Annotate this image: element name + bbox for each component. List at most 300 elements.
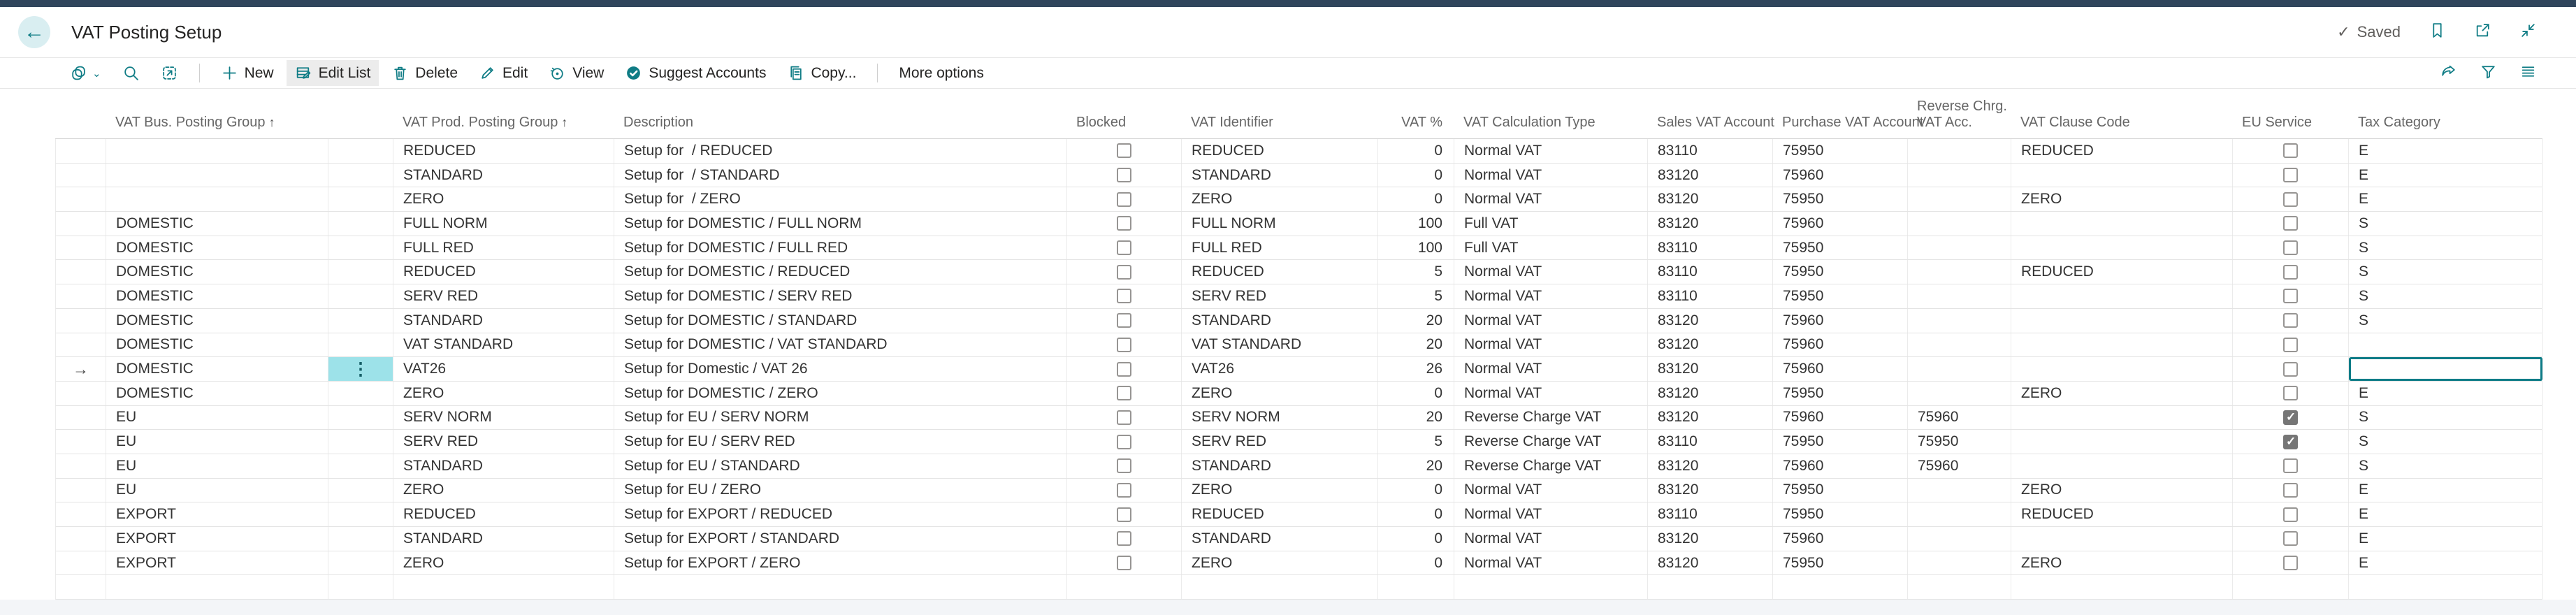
cell-ident[interactable]: ZERO xyxy=(1182,479,1378,502)
cell-blocked[interactable] xyxy=(1067,430,1182,454)
cell-blocked[interactable] xyxy=(1067,260,1182,284)
column-header-pct[interactable]: VAT % xyxy=(1401,115,1442,131)
cell-bus[interactable]: EXPORT xyxy=(106,551,328,575)
cell-eu[interactable] xyxy=(2233,382,2349,405)
cell-bus[interactable] xyxy=(106,187,328,211)
edit-list-button[interactable] xyxy=(287,60,379,86)
cell-clause[interactable] xyxy=(2011,527,2233,551)
cell-clause[interactable] xyxy=(2011,212,2233,236)
cell-calc[interactable]: Normal VAT xyxy=(1454,164,1648,187)
cell-tax[interactable]: E xyxy=(2349,164,2543,187)
cell-blocked[interactable] xyxy=(1067,575,1182,599)
cell-desc[interactable]: Setup for / REDUCED xyxy=(614,139,1067,163)
cell-bus[interactable]: DOMESTIC xyxy=(106,357,328,381)
column-header-calc[interactable]: VAT Calculation Type xyxy=(1463,115,1595,131)
cell-calc[interactable]: Normal VAT xyxy=(1454,357,1648,381)
cell-bus[interactable]: EXPORT xyxy=(106,502,328,526)
cell-clause[interactable] xyxy=(2011,575,2233,599)
cell-eu[interactable] xyxy=(2233,406,2349,430)
cell-calc[interactable]: Normal VAT xyxy=(1454,382,1648,405)
blocked-checkbox[interactable] xyxy=(1117,531,1131,546)
cell-calc[interactable]: Full VAT xyxy=(1454,236,1648,260)
cell-tax[interactable]: E xyxy=(2349,382,2543,405)
cell-ident[interactable]: VAT26 xyxy=(1182,357,1378,381)
cell-desc[interactable]: Setup for DOMESTIC / REDUCED xyxy=(614,260,1067,284)
cell-prod[interactable]: SERV RED xyxy=(393,284,614,308)
cell-purch[interactable] xyxy=(1773,575,1908,599)
cell-blocked[interactable] xyxy=(1067,139,1182,163)
cell-selector[interactable] xyxy=(56,551,106,575)
blocked-checkbox[interactable] xyxy=(1117,168,1131,182)
cell-sales[interactable]: 83120 xyxy=(1648,212,1773,236)
cell-pct[interactable]: 5 xyxy=(1378,284,1454,308)
blocked-checkbox[interactable] xyxy=(1117,458,1131,473)
blocked-checkbox[interactable] xyxy=(1117,143,1131,158)
cell-menu[interactable] xyxy=(328,309,393,333)
cell-bus[interactable]: DOMESTIC xyxy=(106,260,328,284)
eu-checkbox[interactable] xyxy=(2283,458,2298,473)
cell-rev[interactable] xyxy=(1908,139,2011,163)
blocked-checkbox[interactable] xyxy=(1117,313,1131,328)
eu-checkbox[interactable] xyxy=(2283,313,2298,328)
cell-sales[interactable]: 83120 xyxy=(1648,164,1773,187)
cell-menu[interactable] xyxy=(328,333,393,357)
cell-selector[interactable] xyxy=(56,260,106,284)
cell-rev[interactable]: 75960 xyxy=(1908,454,2011,478)
cell-prod[interactable]: STANDARD xyxy=(393,527,614,551)
more-options-button[interactable] xyxy=(890,61,992,86)
cell-eu[interactable] xyxy=(2233,212,2349,236)
cell-selector[interactable] xyxy=(56,212,106,236)
copy-button[interactable] xyxy=(779,60,864,86)
cell-pct[interactable]: 0 xyxy=(1378,382,1454,405)
blocked-checkbox[interactable] xyxy=(1117,435,1131,449)
table-row[interactable] xyxy=(55,357,2542,382)
cell-calc[interactable]: Normal VAT xyxy=(1454,479,1648,502)
open-in-new-window-icon[interactable] xyxy=(2474,22,2491,43)
cell-tax[interactable]: S xyxy=(2349,406,2543,430)
cell-sales[interactable]: 83120 xyxy=(1648,357,1773,381)
cell-menu[interactable] xyxy=(328,139,393,163)
cell-bus[interactable]: DOMESTIC xyxy=(106,212,328,236)
cell-rev[interactable] xyxy=(1908,187,2011,211)
cell-tax[interactable]: E xyxy=(2349,551,2543,575)
cell-blocked[interactable] xyxy=(1067,382,1182,405)
cell-ident[interactable]: REDUCED xyxy=(1182,502,1378,526)
cell-pct[interactable]: 26 xyxy=(1378,357,1454,381)
cell-eu[interactable] xyxy=(2233,164,2349,187)
delete-button[interactable] xyxy=(383,60,466,86)
cell-sales[interactable]: 83110 xyxy=(1648,502,1773,526)
table-row[interactable] xyxy=(55,309,2542,333)
search-button[interactable] xyxy=(114,60,148,86)
cell-eu[interactable] xyxy=(2233,575,2349,599)
table-row[interactable] xyxy=(55,236,2542,261)
cell-clause[interactable] xyxy=(2011,236,2233,260)
table-row[interactable] xyxy=(55,430,2542,454)
column-header-rev[interactable]: Reverse Chrg. VAT Acc. xyxy=(1917,98,2007,131)
table-row[interactable] xyxy=(55,382,2542,406)
cell-bus[interactable]: EU xyxy=(106,406,328,430)
cell-ident[interactable]: STANDARD xyxy=(1182,309,1378,333)
cell-rev[interactable] xyxy=(1908,164,2011,187)
cell-selector[interactable] xyxy=(56,527,106,551)
cell-sales[interactable]: 83120 xyxy=(1648,382,1773,405)
cell-sales[interactable]: 83110 xyxy=(1648,430,1773,454)
eu-checkbox[interactable] xyxy=(2283,435,2298,449)
cell-pct[interactable]: 0 xyxy=(1378,187,1454,211)
cell-desc[interactable]: Setup for EU / ZERO xyxy=(614,479,1067,502)
cell-sales[interactable]: 83120 xyxy=(1648,187,1773,211)
cell-prod[interactable]: ZERO xyxy=(393,551,614,575)
cell-sales[interactable]: 83120 xyxy=(1648,527,1773,551)
cell-tax[interactable]: E xyxy=(2349,139,2543,163)
cell-clause[interactable]: ZERO xyxy=(2011,479,2233,502)
cell-blocked[interactable] xyxy=(1067,164,1182,187)
blocked-checkbox[interactable] xyxy=(1117,289,1131,303)
cell-pct[interactable]: 5 xyxy=(1378,260,1454,284)
cell-ident[interactable]: SERV NORM xyxy=(1182,406,1378,430)
cell-eu[interactable] xyxy=(2233,454,2349,478)
suggest-accounts-button[interactable] xyxy=(616,60,774,86)
blocked-checkbox[interactable] xyxy=(1117,556,1131,570)
cell-menu[interactable] xyxy=(328,551,393,575)
cell-menu[interactable] xyxy=(328,502,393,526)
cell-bus[interactable]: EXPORT xyxy=(106,527,328,551)
cell-calc[interactable]: Normal VAT xyxy=(1454,187,1648,211)
cell-rev[interactable] xyxy=(1908,551,2011,575)
cell-rev[interactable] xyxy=(1908,357,2011,381)
cell-tax[interactable]: S xyxy=(2349,430,2543,454)
eu-checkbox[interactable] xyxy=(2283,531,2298,546)
cell-rev[interactable] xyxy=(1908,284,2011,308)
eu-checkbox[interactable] xyxy=(2283,192,2298,207)
cell-eu[interactable] xyxy=(2233,187,2349,211)
cell-prod[interactable]: STANDARD xyxy=(393,309,614,333)
cell-purch[interactable]: 75950 xyxy=(1773,260,1908,284)
cell-calc[interactable]: Normal VAT xyxy=(1454,260,1648,284)
cell-pct[interactable]: 20 xyxy=(1378,406,1454,430)
cell-menu[interactable] xyxy=(328,236,393,260)
cell-rev[interactable] xyxy=(1908,575,2011,599)
cell-pct[interactable]: 20 xyxy=(1378,454,1454,478)
analyze-button[interactable] xyxy=(152,60,187,86)
cell-tax[interactable]: S xyxy=(2349,284,2543,308)
active-row-indicator[interactable]: → xyxy=(56,357,106,381)
cell-desc[interactable]: Setup for DOMESTIC / ZERO xyxy=(614,382,1067,405)
cell-calc[interactable]: Full VAT xyxy=(1454,212,1648,236)
cell-ident[interactable]: ZERO xyxy=(1182,382,1378,405)
cell-rev[interactable] xyxy=(1908,382,2011,405)
cell-sales[interactable] xyxy=(1648,575,1773,599)
cell-tax[interactable]: E xyxy=(2349,187,2543,211)
cell-rev[interactable]: 75960 xyxy=(1908,406,2011,430)
table-row-new-placeholder[interactable] xyxy=(55,575,2542,600)
cell-clause[interactable] xyxy=(2011,309,2233,333)
blocked-checkbox[interactable] xyxy=(1117,240,1131,255)
cell-eu[interactable] xyxy=(2233,527,2349,551)
cell-tax[interactable]: S xyxy=(2349,236,2543,260)
table-row[interactable] xyxy=(55,164,2542,188)
blocked-checkbox[interactable] xyxy=(1117,483,1131,498)
eu-checkbox[interactable] xyxy=(2283,143,2298,158)
cell-ident[interactable]: REDUCED xyxy=(1182,260,1378,284)
list-view-icon[interactable] xyxy=(2519,63,2537,84)
cell-ident[interactable]: STANDARD xyxy=(1182,164,1378,187)
cell-bus[interactable]: DOMESTIC xyxy=(106,284,328,308)
cell-bus[interactable]: DOMESTIC xyxy=(106,333,328,357)
cell-menu[interactable] xyxy=(328,260,393,284)
cell-blocked[interactable] xyxy=(1067,551,1182,575)
page-views-button[interactable] xyxy=(61,60,110,86)
cell-desc[interactable] xyxy=(614,575,1067,599)
cell-tax[interactable]: S xyxy=(2349,454,2543,478)
cell-pct[interactable]: 100 xyxy=(1378,212,1454,236)
column-header-blank[interactable] xyxy=(328,131,393,138)
cell-sales[interactable]: 83110 xyxy=(1648,260,1773,284)
cell-blocked[interactable] xyxy=(1067,357,1182,381)
cell-sales[interactable]: 83120 xyxy=(1648,551,1773,575)
cell-eu[interactable] xyxy=(2233,430,2349,454)
view-button[interactable] xyxy=(540,60,612,86)
table-row[interactable] xyxy=(55,139,2542,164)
eu-checkbox[interactable] xyxy=(2283,362,2298,377)
cell-sales[interactable]: 83110 xyxy=(1648,284,1773,308)
cell-blocked[interactable] xyxy=(1067,309,1182,333)
table-row[interactable] xyxy=(55,260,2542,284)
cell-prod[interactable]: REDUCED xyxy=(393,260,614,284)
column-header-blocked[interactable]: Blocked xyxy=(1076,115,1127,131)
cell-blocked[interactable] xyxy=(1067,236,1182,260)
cell-prod[interactable] xyxy=(393,575,614,599)
cell-prod[interactable]: REDUCED xyxy=(393,139,614,163)
cell-selector[interactable] xyxy=(56,382,106,405)
cell-calc[interactable]: Normal VAT xyxy=(1454,309,1648,333)
cell-selector[interactable] xyxy=(56,333,106,357)
cell-selector[interactable] xyxy=(56,236,106,260)
cell-desc[interactable]: Setup for Domestic / VAT 26 xyxy=(614,357,1067,381)
cell-eu[interactable] xyxy=(2233,284,2349,308)
blocked-checkbox[interactable] xyxy=(1117,265,1131,280)
cell-pct[interactable]: 20 xyxy=(1378,309,1454,333)
cell-menu[interactable] xyxy=(328,212,393,236)
cell-selector[interactable] xyxy=(56,479,106,502)
cell-eu[interactable] xyxy=(2233,309,2349,333)
column-header-ident[interactable]: VAT Identifier xyxy=(1191,115,1273,131)
focused-cell-tax[interactable] xyxy=(2349,357,2543,381)
cell-ident[interactable]: FULL RED xyxy=(1182,236,1378,260)
cell-clause[interactable] xyxy=(2011,333,2233,357)
cell-purch[interactable]: 75950 xyxy=(1773,139,1908,163)
cell-sales[interactable]: 83110 xyxy=(1648,139,1773,163)
cell-eu[interactable] xyxy=(2233,333,2349,357)
cell-pct[interactable]: 20 xyxy=(1378,333,1454,357)
eu-checkbox[interactable] xyxy=(2283,556,2298,570)
cell-tax[interactable]: S xyxy=(2349,212,2543,236)
cell-sales[interactable]: 83110 xyxy=(1648,236,1773,260)
cell-pct[interactable]: 0 xyxy=(1378,479,1454,502)
row-context-menu-button[interactable]: ⋮ xyxy=(328,357,393,381)
cell-prod[interactable]: ZERO xyxy=(393,382,614,405)
table-row[interactable] xyxy=(55,406,2542,430)
blocked-checkbox[interactable] xyxy=(1117,362,1131,377)
cell-ident[interactable]: STANDARD xyxy=(1182,454,1378,478)
cell-prod[interactable]: FULL RED xyxy=(393,236,614,260)
cell-bus[interactable] xyxy=(106,575,328,599)
cell-pct[interactable]: 100 xyxy=(1378,236,1454,260)
cell-clause[interactable]: ZERO xyxy=(2011,382,2233,405)
cell-blocked[interactable] xyxy=(1067,284,1182,308)
cell-tax[interactable] xyxy=(2349,333,2543,357)
new-button[interactable] xyxy=(212,60,282,86)
cell-bus[interactable]: EU xyxy=(106,430,328,454)
cell-bus[interactable]: DOMESTIC xyxy=(106,236,328,260)
cell-sales[interactable]: 83120 xyxy=(1648,406,1773,430)
cell-eu[interactable] xyxy=(2233,479,2349,502)
cell-selector[interactable] xyxy=(56,284,106,308)
cell-purch[interactable]: 75960 xyxy=(1773,406,1908,430)
cell-ident[interactable]: FULL NORM xyxy=(1182,212,1378,236)
cell-tax[interactable]: E xyxy=(2349,527,2543,551)
cell-purch[interactable]: 75950 xyxy=(1773,551,1908,575)
cell-purch[interactable]: 75960 xyxy=(1773,527,1908,551)
cell-clause[interactable] xyxy=(2011,406,2233,430)
cell-desc[interactable]: Setup for DOMESTIC / FULL NORM xyxy=(614,212,1067,236)
cell-ident[interactable]: STANDARD xyxy=(1182,527,1378,551)
cell-blocked[interactable] xyxy=(1067,454,1182,478)
cell-calc[interactable] xyxy=(1454,575,1648,599)
column-header-sales[interactable]: Sales VAT Account xyxy=(1657,115,1774,131)
cell-purch[interactable]: 75960 xyxy=(1773,212,1908,236)
cell-prod[interactable]: REDUCED xyxy=(393,502,614,526)
cell-blocked[interactable] xyxy=(1067,502,1182,526)
eu-checkbox[interactable] xyxy=(2283,410,2298,425)
cell-desc[interactable]: Setup for / ZERO xyxy=(614,187,1067,211)
cell-clause[interactable]: REDUCED xyxy=(2011,139,2233,163)
blocked-checkbox[interactable] xyxy=(1117,216,1131,231)
blocked-checkbox[interactable] xyxy=(1117,410,1131,425)
cell-menu[interactable] xyxy=(328,575,393,599)
cell-bus[interactable]: EU xyxy=(106,479,328,502)
cell-clause[interactable]: ZERO xyxy=(2011,551,2233,575)
cell-rev[interactable] xyxy=(1908,333,2011,357)
cell-clause[interactable] xyxy=(2011,430,2233,454)
cell-rev[interactable] xyxy=(1908,479,2011,502)
cell-blocked[interactable] xyxy=(1067,527,1182,551)
cell-eu[interactable] xyxy=(2233,551,2349,575)
cell-menu[interactable] xyxy=(328,164,393,187)
cell-desc[interactable]: Setup for EU / SERV NORM xyxy=(614,406,1067,430)
cell-selector[interactable] xyxy=(56,454,106,478)
column-header-desc[interactable]: Description xyxy=(623,115,694,131)
cell-prod[interactable]: ZERO xyxy=(393,187,614,211)
cell-rev[interactable] xyxy=(1908,260,2011,284)
table-row[interactable] xyxy=(55,527,2542,551)
cell-tax[interactable]: E xyxy=(2349,502,2543,526)
cell-menu[interactable] xyxy=(328,406,393,430)
eu-checkbox[interactable] xyxy=(2283,289,2298,303)
cell-rev[interactable] xyxy=(1908,309,2011,333)
cell-sales[interactable]: 83120 xyxy=(1648,454,1773,478)
cell-ident[interactable]: VAT STANDARD xyxy=(1182,333,1378,357)
cell-desc[interactable]: Setup for EXPORT / ZERO xyxy=(614,551,1067,575)
cell-bus[interactable]: DOMESTIC xyxy=(106,382,328,405)
cell-ident[interactable] xyxy=(1182,575,1378,599)
cell-menu[interactable] xyxy=(328,284,393,308)
edit-button[interactable] xyxy=(470,60,536,86)
column-header-clause[interactable]: VAT Clause Code xyxy=(2020,115,2130,131)
cell-prod[interactable]: SERV RED xyxy=(393,430,614,454)
cell-eu[interactable] xyxy=(2233,139,2349,163)
cell-selector[interactable] xyxy=(56,164,106,187)
cell-pct[interactable]: 5 xyxy=(1378,430,1454,454)
eu-checkbox[interactable] xyxy=(2283,265,2298,280)
cell-purch[interactable]: 75950 xyxy=(1773,284,1908,308)
column-header-prod[interactable]: VAT Prod. Posting Group ↑ xyxy=(403,115,568,131)
cell-tax[interactable] xyxy=(2349,575,2543,599)
cell-rev[interactable] xyxy=(1908,502,2011,526)
blocked-checkbox[interactable] xyxy=(1117,338,1131,352)
cell-blocked[interactable] xyxy=(1067,187,1182,211)
cell-clause[interactable]: ZERO xyxy=(2011,187,2233,211)
cell-pct[interactable]: 0 xyxy=(1378,551,1454,575)
cell-tax[interactable]: S xyxy=(2349,260,2543,284)
cell-ident[interactable]: SERV RED xyxy=(1182,284,1378,308)
cell-tax[interactable]: S xyxy=(2349,309,2543,333)
cell-desc[interactable]: Setup for DOMESTIC / STANDARD xyxy=(614,309,1067,333)
cell-calc[interactable]: Normal VAT xyxy=(1454,333,1648,357)
eu-checkbox[interactable] xyxy=(2283,386,2298,400)
cell-bus[interactable] xyxy=(106,164,328,187)
cell-calc[interactable]: Normal VAT xyxy=(1454,139,1648,163)
cell-rev[interactable] xyxy=(1908,212,2011,236)
cell-calc[interactable]: Normal VAT xyxy=(1454,284,1648,308)
cell-purch[interactable]: 75950 xyxy=(1773,382,1908,405)
cell-rev[interactable]: 75950 xyxy=(1908,430,2011,454)
blocked-checkbox[interactable] xyxy=(1117,386,1131,400)
cell-purch[interactable]: 75960 xyxy=(1773,454,1908,478)
cell-pct[interactable]: 0 xyxy=(1378,502,1454,526)
cell-purch[interactable]: 75960 xyxy=(1773,333,1908,357)
table-row[interactable] xyxy=(55,502,2542,527)
filter-icon[interactable] xyxy=(2480,63,2497,84)
cell-clause[interactable] xyxy=(2011,454,2233,478)
table-row[interactable] xyxy=(55,479,2542,503)
cell-selector[interactable] xyxy=(56,139,106,163)
eu-checkbox[interactable] xyxy=(2283,507,2298,522)
collapse-icon[interactable] xyxy=(2519,22,2537,43)
cell-pct[interactable] xyxy=(1378,575,1454,599)
column-header-blank[interactable] xyxy=(55,131,106,138)
cell-purch[interactable]: 75950 xyxy=(1773,502,1908,526)
column-header-bus[interactable]: VAT Bus. Posting Group ↑ xyxy=(115,115,275,131)
cell-ident[interactable]: ZERO xyxy=(1182,187,1378,211)
cell-calc[interactable]: Normal VAT xyxy=(1454,551,1648,575)
cell-menu[interactable] xyxy=(328,527,393,551)
cell-ident[interactable]: ZERO xyxy=(1182,551,1378,575)
column-header-purch[interactable]: Purchase VAT Account xyxy=(1782,115,1924,131)
cell-sales[interactable]: 83120 xyxy=(1648,309,1773,333)
cell-prod[interactable]: STANDARD xyxy=(393,454,614,478)
cell-eu[interactable] xyxy=(2233,236,2349,260)
table-row[interactable] xyxy=(55,551,2542,576)
cell-menu[interactable] xyxy=(328,454,393,478)
cell-selector[interactable] xyxy=(56,187,106,211)
cell-purch[interactable]: 75960 xyxy=(1773,357,1908,381)
cell-ident[interactable]: REDUCED xyxy=(1182,139,1378,163)
cell-selector[interactable] xyxy=(56,575,106,599)
cell-menu[interactable] xyxy=(328,382,393,405)
